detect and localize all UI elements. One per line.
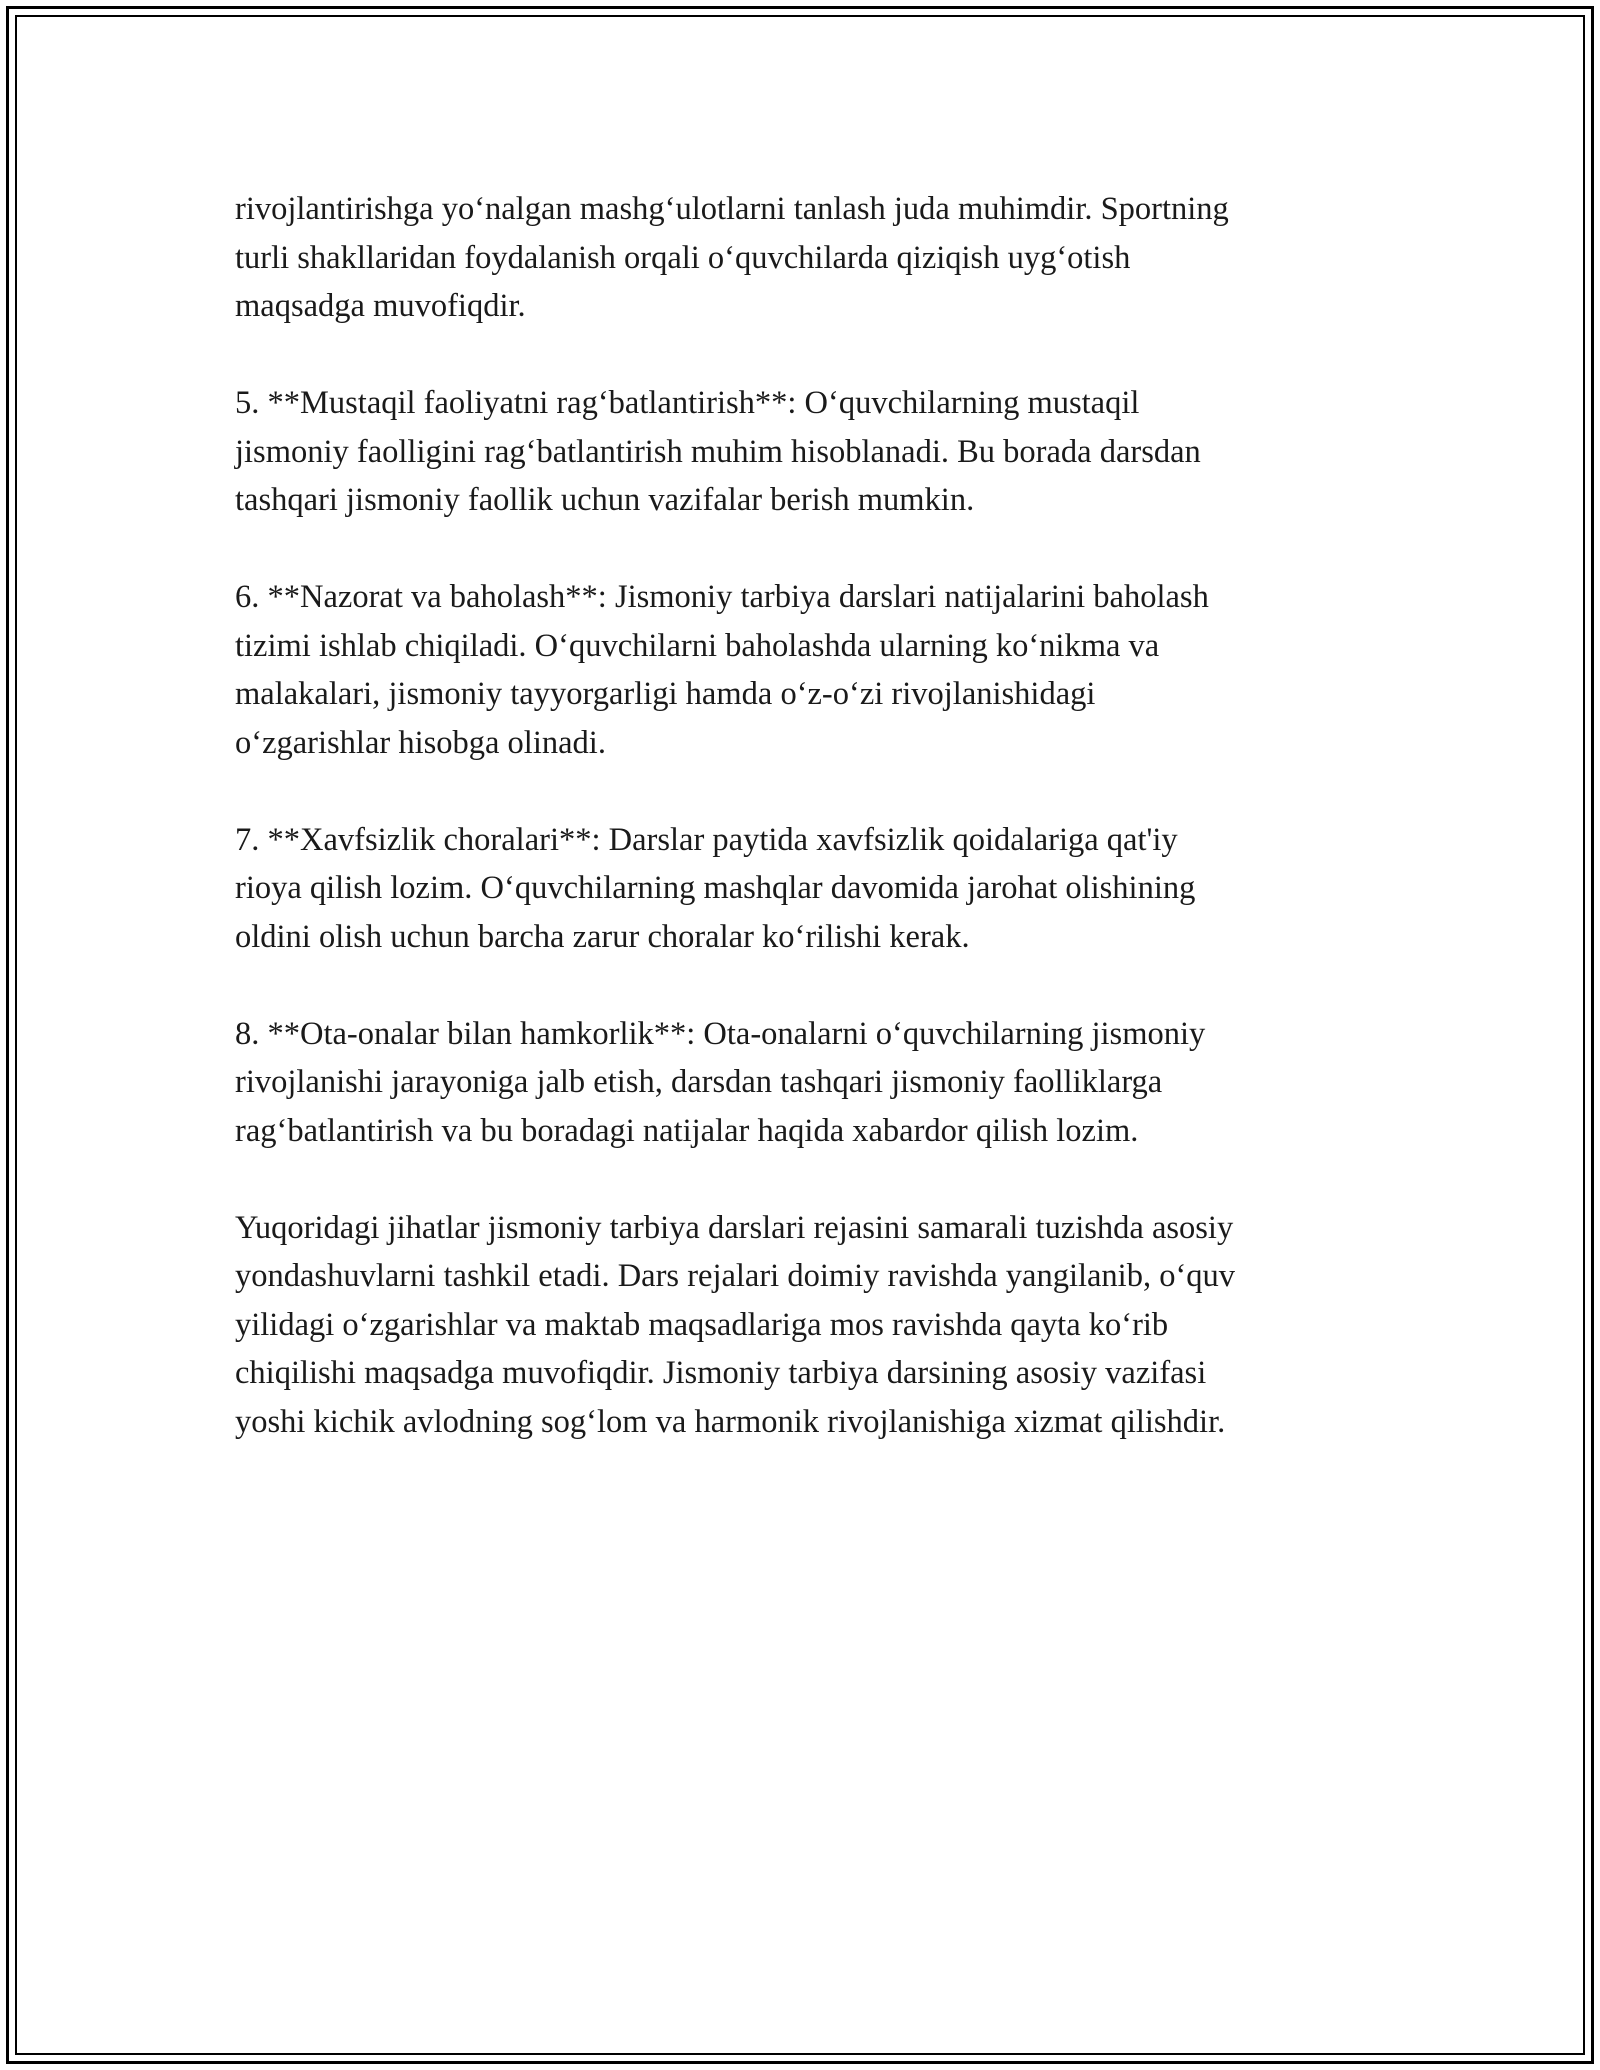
paragraph-item-7: 7. **Xavfsizlik choralari**: Darslar paytida xavfsizlik qoidalariga qat'iy rioya qilish lozim. O‘quvchilarning mashqlar davomida jarohat olishining oldini olish uchun barcha zarur choralar ko‘rilishi kerak. xyxy=(235,821,1196,955)
paragraph-item-8: 8. **Ota-onalar bilan hamkorlik**: Ota-onalarni o‘quvchilarning jismoniy rivojlanishi jarayoniga jalb etish, darsdan tashqari jismoniy faolliklarga rag‘batlantirish va bu boradagi natijalar haqida xabardor qilish lozim. xyxy=(235,1015,1206,1149)
paragraph-conclusion: Yuqoridagi jihatlar jismoniy tarbiya darslari rejasini samarali tuzishda asosiy yondashuvlarni tashkil etadi. Dars rejalari doimiy ravishda yangilanib, o‘quv yilidagi o‘zgarishlar va maktab maqsadlariga mos ravishda qayta ko‘rib chiqilishi maqsadga muvofiqdir. Jismoniy tarbiya darsining asosiy vazifasi yoshi kichik avlodning sog‘lom va harmonik rivojlanishiga xizmat qilishdir. xyxy=(235,1209,1236,1440)
document-body xyxy=(235,185,1385,1495)
paragraph-item-5: 5. **Mustaqil faoliyatni rag‘batlantirish**: O‘quvchilarning mustaqil jismoniy faolligini rag‘batlantirish muhim hisoblanadi. Bu borada darsdan tashqari jismoniy faollik uchun vazifalar berish mumkin. xyxy=(235,385,1201,518)
paragraph-continuation: rivojlantirishga yo‘nalgan mashg‘ulotlarni tanlash juda muhimdir. Sportning turli shakllaridan foydalanish orqali o‘quvchilarda qiziqish uyg‘otish maqsadga muvofiqdir. xyxy=(235,191,1229,324)
paragraph-item-6: 6. **Nazorat va baholash**: Jismoniy tarbiya darslari natijalarini baholash tizimi ishlab chiqiladi. O‘quvchilarni baholashda ularning ko‘nikma va malakalari, jismoniy tayyorgarligi hamda o‘z-o‘zi rivojlanishidagi o‘zgarishlar hisobga olinadi. xyxy=(235,579,1209,761)
